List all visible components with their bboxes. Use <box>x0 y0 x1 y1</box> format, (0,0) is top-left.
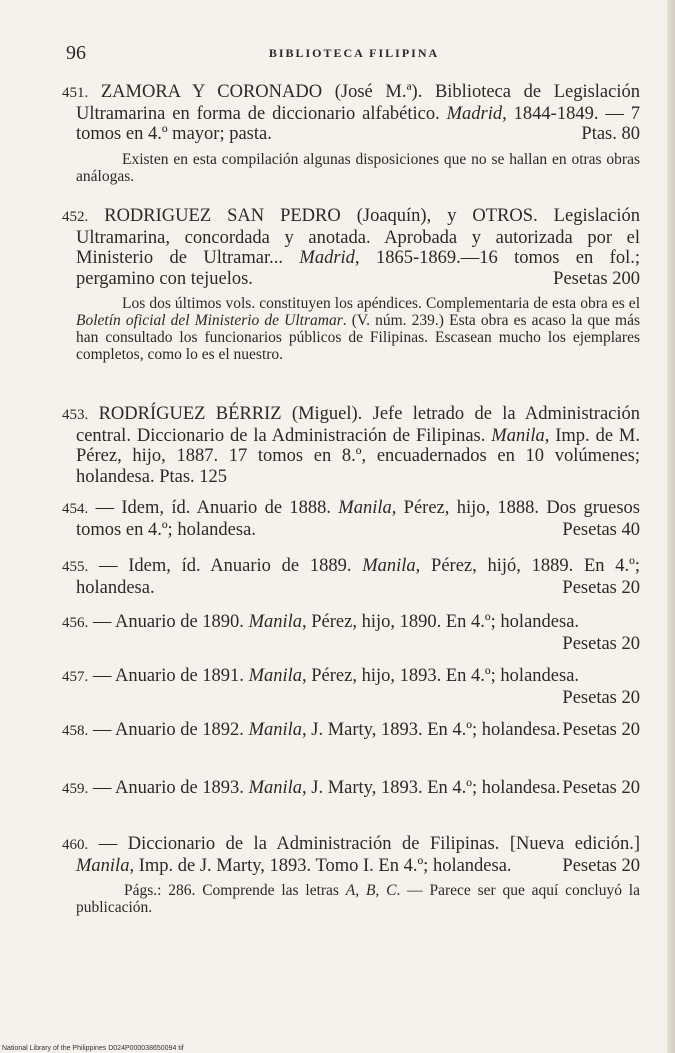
entry-place: Manila <box>338 498 392 518</box>
entry-note: Págs.: 286. Comprende las letras A, B, C. — Parece ser que aquí concluyó la publicación. <box>76 882 640 916</box>
entry-body <box>62 666 640 708</box>
entry-460 <box>62 834 640 916</box>
entry-title: RODRIGUEZ SAN PEDRO (Joaquín), y OTROS. Legislación Ultramarina, concordada y anotada. Aprobada y autorizada por el Ministerio de Ultramar... <box>76 206 640 268</box>
page-number: 96 <box>66 42 86 64</box>
entry-details: , Imp. de M. Pérez, hijo, 1887. 17 tomos en 8.º, encuadernados en 10 volúmenes; holandesa. Ptas. 125 <box>76 425 641 487</box>
entry-number: 458. <box>62 723 89 739</box>
entry-details: , Pérez, hijo, 1890. En 4.º; holandesa. <box>302 612 580 632</box>
entry-number: 453. <box>62 407 89 423</box>
entry-price: Pesetas 20 <box>562 855 640 876</box>
entry-457 <box>62 666 640 708</box>
page-header <box>66 42 644 64</box>
entry-place: Manila <box>76 855 130 876</box>
page-edge-shadow <box>667 0 675 1053</box>
entry-title: ZAMORA Y CORONADO (José M.ª). Biblioteca de Legislación Ultramarina en forma de diccionario alfabético. <box>76 82 640 124</box>
entry-body <box>62 778 640 800</box>
entry-price: Pesetas 40 <box>562 519 640 540</box>
entry-place: Madrid <box>446 103 503 124</box>
entry-place: Manila <box>362 556 416 576</box>
entry-details: , 1865-1869.—16 tomos en fol.; pergamino con tejuelos. <box>76 248 640 289</box>
entry-body <box>62 556 640 598</box>
running-title: BIBLIOTECA FILIPINA <box>268 46 440 60</box>
entry-title: — Idem, íd. Anuario de 1888. <box>95 498 331 518</box>
entry-place: Manila <box>248 666 303 686</box>
entry-body <box>62 404 640 487</box>
entry-number: 460. <box>62 837 89 853</box>
entry-price: Pesetas 20 <box>562 778 640 798</box>
entry-number: 455. <box>62 559 89 575</box>
entry-details: , Pérez, hijó, 1889. En 4.º; holandesa. <box>76 556 640 598</box>
entry-body <box>62 720 640 742</box>
entry-body <box>62 834 640 876</box>
entry-place: Manila <box>491 425 545 446</box>
entry-451 <box>62 82 640 185</box>
entry-452 <box>62 206 640 363</box>
entry-details: , Pérez, hijo, 1888. Dos gruesos tomos en 4.º; holandesa. <box>76 498 640 540</box>
entry-454 <box>62 498 640 540</box>
entry-price: Pesetas 20 <box>562 577 640 598</box>
entry-title: — Anuario de 1891. <box>92 666 244 686</box>
entry-body <box>62 206 640 289</box>
entry-details: , Pérez, hijo, 1893. En 4.º; holandesa. <box>302 666 580 686</box>
entry-body <box>62 82 640 145</box>
entry-number: 452. <box>62 209 89 225</box>
entry-details: , J. Marty, 1893. En 4.º; holandesa. <box>302 778 561 798</box>
entry-title: — Diccionario de la Administración de Filipinas. [Nueva edición.] <box>98 834 641 854</box>
entry-number: 451. <box>62 85 89 101</box>
entry-455 <box>62 556 640 598</box>
entry-place: Manila <box>248 720 303 740</box>
entry-place: Manila <box>248 612 303 632</box>
entry-body <box>62 612 640 654</box>
entry-459 <box>62 778 640 800</box>
entry-note: Existen en esta compilación algunas disposiciones que no se hallan en otras obras análogas. <box>76 150 640 185</box>
entry-title: RODRÍGUEZ BÉRRIZ (Miguel). Jefe letrado de la Administración central. Diccionario de la Administración de Filipinas. <box>76 404 641 446</box>
entry-453 <box>62 404 640 487</box>
entry-458 <box>62 720 640 742</box>
entry-number: 459. <box>62 781 89 797</box>
entry-place: Madrid <box>299 248 355 268</box>
entry-details: , 1844-1849. — 7 tomos en 4.º mayor; pasta. <box>76 103 640 144</box>
entry-456 <box>62 612 640 654</box>
entry-title: — Anuario de 1893. <box>92 778 244 798</box>
entry-price: Pesetas 200 <box>553 268 640 289</box>
entry-body <box>62 498 640 540</box>
entry-price: Pesetas 20 <box>562 720 640 740</box>
entry-title: — Anuario de 1890. <box>92 612 244 632</box>
entry-title: — Idem, íd. Anuario de 1889. <box>98 556 352 576</box>
entry-price: Pesetas 20 <box>562 687 640 708</box>
entry-number: 454. <box>62 501 89 517</box>
entry-note: Los dos últimos vols. constituyen los apéndices. Complementaria de esta obra es el Boletín oficial del Ministerio de Ultramar. (V. núm. 239.) Esta obra es acaso la que más han consultado los funcionarios públicos de Filipinas. Escasean mucho los ejemplares completos, como lo es el nuestro. <box>76 295 640 363</box>
entry-number: 456. <box>62 615 89 631</box>
entry-price: Pesetas 20 <box>562 633 640 654</box>
entry-price: Ptas. 80 <box>581 124 640 144</box>
entry-number: 457. <box>62 669 89 685</box>
entry-place: Manila <box>248 778 303 798</box>
scan-source-label: National Library of the Philippines D024P000038650094 tif <box>2 1045 184 1052</box>
entry-title: — Anuario de 1892. <box>92 720 244 740</box>
entry-details: , Imp. de J. Marty, 1893. Tomo I. En 4.º; holandesa. <box>129 855 512 876</box>
entry-details: , J. Marty, 1893. En 4.º; holandesa. <box>302 720 561 740</box>
